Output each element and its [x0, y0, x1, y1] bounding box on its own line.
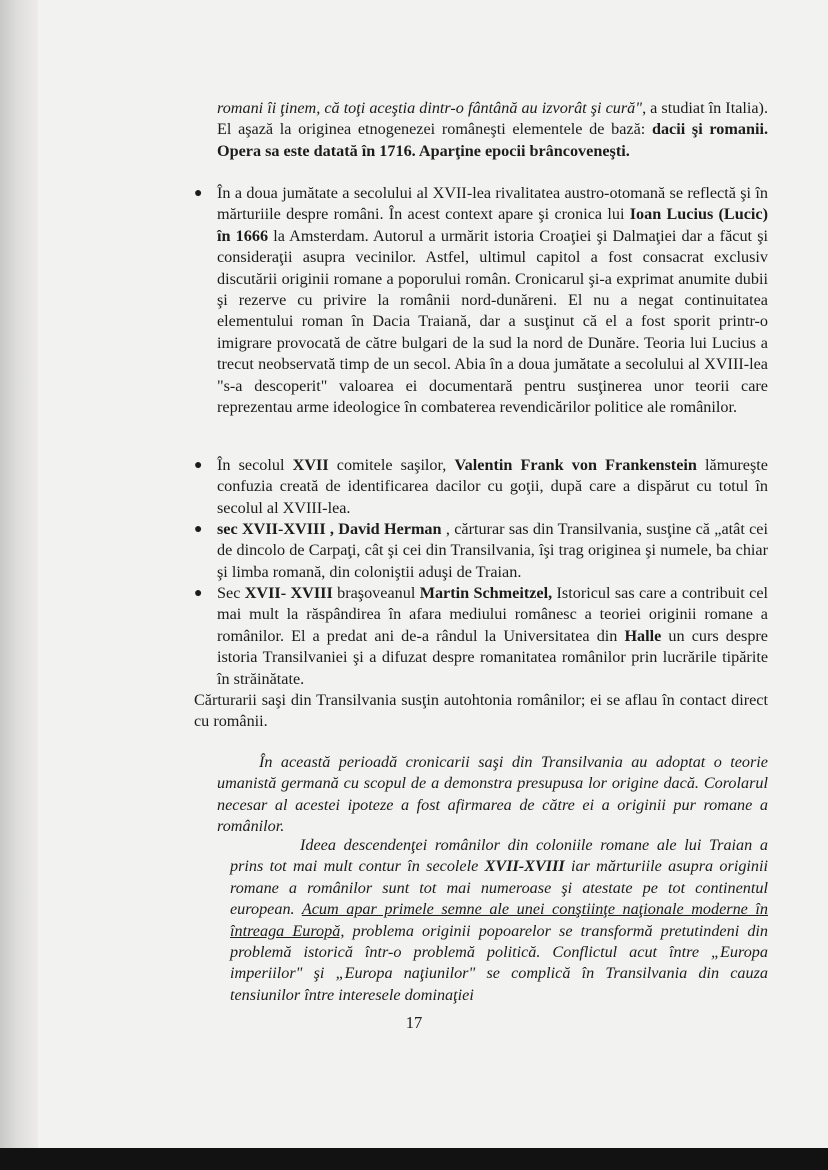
- bullet-3-name-herman: sec XVII-XVIII , David Herman: [217, 520, 442, 538]
- bullet-2-century: XVII: [292, 456, 329, 474]
- intro-bold-text: dacii şi romanii. Opera sa este datată în 1716. Aparţine epocii brâncoveneşti.: [217, 120, 769, 160]
- bullet-4-halle: Halle: [624, 626, 662, 645]
- bullet-3-text: , cărturar sas din Transilvania, susţine că „atât cei de dincolo de Carpaţi, cât şi cei din Transilvania, îşi trag originea şi numele, ba chiar şi limba romană, din coloniştii aduşi de Traian.: [217, 520, 768, 581]
- bullet-4-century: XVII- XVIII: [244, 584, 333, 602]
- bullet-4-name-schmeitzel: Martin Schmeitzel,: [419, 584, 553, 602]
- italic-p2-text-end: problema originii popoarelor se transformă pretutindeni din problemă istorică într-o problemă politică. Conflictul acut între „Europa imperiilor" şi „Europa naţiunilor" se complică în Transilvania din cauza tensiunilor între interesele dominaţiei: [230, 921, 768, 1004]
- bullet-marker-4: ●: [194, 586, 203, 601]
- bullet-1-name-lucius: Ioan Lucius (Lucic) în 1666: [217, 205, 768, 245]
- bullet-paragraph-frankenstein: [217, 455, 768, 519]
- intro-quote: romani îi ţinem, că toţi aceştia dintr-o fântână au izvorât şi cură": [217, 99, 643, 117]
- italic-p2-underlined: Acum apar primele semne ale unei conştiinţe naţionale moderne în întreaga Europă,: [230, 900, 768, 940]
- bullet-4-text-a: Sec: [217, 584, 245, 602]
- scan-bottom-edge: [0, 1148, 828, 1170]
- italic-paragraph-1-text: În această perioadă cronicarii saşi din Transilvania au adoptat o teorie umanistă germană cu scopul de a demonstra presupusa lor origine dacă. Corolarul necesar al acestei ipoteze a fost afirmarea de către ei a originii pur romane a românilor.: [217, 753, 768, 836]
- bullet-2-text-c: lămureşte confuzia creată de identificarea dacilor cu goţii, după care a dispărut cu totul în secolul al XVIII-lea.: [217, 456, 768, 517]
- bullet-1-text-b: la Amsterdam. Autorul a urmărit istoria Croaţiei şi Dalmaţiei dar a făcut şi consideraţii asupra vecinilor. Astfel, ultimul capitol a fost consacrat exclusiv discutării originii romane a poporului român. Cronicarul şi-a exprimat anumite dubii şi rezerve cu privire la românii nord-dunăreni. El nu a negat continuitatea elementului roman în Dacia Traiană, dar a susţinut că el a fost sporit printr-o imigrare provocată de către bulgari de la sud la nord de Dunăre. Teoria lui Lucius a trecut neobservată timp de un secol. Abia în a doua jumătate a secolului al XVIII-lea "s-a descoperit" valoarea ei documentară pentru susţinerea unor teorii care reprezentau arme ideologice în combaterea revendicărilor politice ale românilor.: [217, 226, 768, 417]
- italic-p2-bold-centuries: XVII-XVIII: [484, 857, 565, 876]
- intro-text: , a studiat în Italia). El aşază la originea etnogenezei româneşti elementele de bază:: [217, 99, 768, 139]
- bullet-2-text-a: În secolul: [217, 456, 293, 474]
- bullet-4-text-b: braşoveanul: [332, 584, 420, 602]
- bullet-4-text-c: Istoricul sas care a contribuit cel mai mult la răspândirea în afara mediului românesc a teoriei originii romane a românilor. El a predat ani de-a rândul la Universitatea din: [217, 584, 769, 645]
- intro-paragraph: [217, 98, 768, 162]
- bullet-marker-2: ●: [194, 458, 203, 473]
- page-number: 17: [405, 1013, 423, 1032]
- bullet-paragraph-herman: [217, 519, 768, 583]
- italic-p2-text-b: iar mărturiile asupra originii romane a românilor sunt tot mai numeroase şi atestate pe tot continentul european.: [230, 857, 768, 919]
- closing-paragraph: Cărturarii saşi din Transilvania susţin autohtonia românilor; ei se aflau în contact direct cu românii.: [194, 691, 768, 731]
- bullet-4-text-d: un curs despre istoria Transilvaniei şi a difuzat despre romanitatea românilor prin lucrările tipărite în străinătate.: [217, 626, 768, 688]
- italic-paragraph-sasi: [217, 752, 768, 838]
- italic-paragraph-descendenta: [230, 835, 768, 1006]
- bullet-1-text-a: În a doua jumătate a secolului al XVII-lea rivalitatea austro-otomană se reflectă şi în mărturiile despre români. În acest context apare şi cronica lui: [217, 184, 768, 224]
- bullet-paragraph-lucius: [217, 183, 768, 418]
- italic-p2-text-a: Ideea descendenţei românilor din coloniile romane ale lui Traian a prins tot mai mult contur în secolele: [230, 836, 768, 876]
- bullet-marker-3: ●: [194, 522, 203, 537]
- bullet-2-text-b: comitele saşilor,: [328, 456, 455, 474]
- bullet-marker-1: ●: [194, 186, 203, 201]
- bullet-2-name-frankenstein: Valentin Frank von Frankenstein: [454, 456, 697, 474]
- bullet-paragraph-schmeitzel: [217, 583, 768, 690]
